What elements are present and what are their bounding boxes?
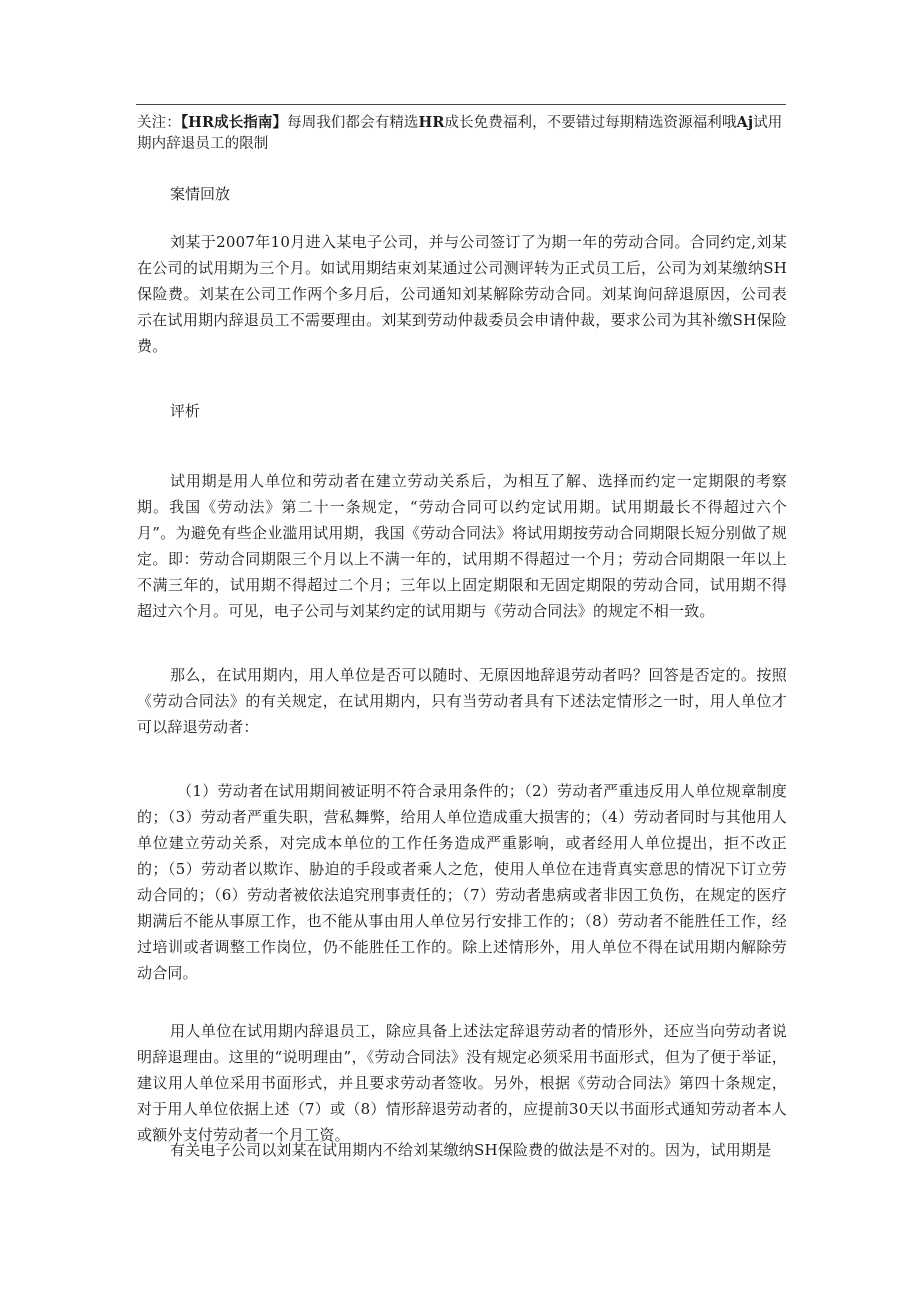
header-text-1: 每周我们都会有精选 [287, 115, 419, 131]
header-prefix: 关注： [137, 115, 181, 131]
document-title: 试用期内辞退员工的限制 [137, 115, 783, 152]
paragraph-analysis-2: 那么，在试用期内，用人单位是否可以随时、无原因地辞退劳动者吗？回答是否定的。按照《劳动合同法》的有关规定，在试用期内，只有当劳动者具有下述法定情形之一时，用人单位才可以辞退劳动者： [137, 666, 787, 736]
paragraph-case: 刘某于2007年10月进入某电子公司，并与公司签订了为期一年的劳动合同。合同约定,刘某在公司的试用期为三个月。如试用期结束刘某通过公司测评转为正式员工后，公司为刘某缴纳SH保险费。刘某在公司工作两个多月后，公司通知刘某解除劳动合同。刘某询问辞退原因，公司表示在试用期内辞退员工不需要理由。刘某到劳动仲裁委员会申请仲裁，要求公司为其补缴SH保险费。 [137, 233, 787, 355]
header-text-2: 成长免费福利，不要错过每期精选资源福利哦 [444, 115, 737, 131]
header-notice [137, 112, 787, 155]
paragraph-last: 有关电子公司以刘某在试用期内不给刘某缴纳SH保险费的做法是不对的。因为，试用期是 [170, 1141, 772, 1159]
paragraph-explanation: 用人单位在试用期内辞退员工，除应具备上述法定辞退劳动者的情形外，还应当向劳动者说明辞退理由。这里的“说明理由”，《劳动合同法》没有规定必须采用书面形式，但为了便于举证，建议用人单位采用书面形式，并且要求劳动者签收。另外，根据《劳动合同法》第四十条规定，对于用人单位依据上述（7）或（8）情形辞退劳动者的，应提前30天以书面形式通知劳动者本人或额外支付劳动者一个月工资。 [137, 1022, 787, 1144]
paragraph-analysis-1: 试用期是用人单位和劳动者在建立劳动关系后，为相互了解、选择而约定一定期限的考察期。我国《劳动法》第二十一条规定，“劳动合同可以约定试用期。试用期最长不得超过六个月”。为避免有些企业滥用试用期，我国《劳动合同法》将试用期按劳动合同期限长短分别做了规定。即：劳动合同期限三个月以上不满一年的，试用期不得超过一个月；劳动合同期限一年以上不满三年的，试用期不得超过二个月；三年以上固定期限和无固定期限的劳动合同，试用期不得超过六个月。可见，电子公司与刘某约定的试用期与《劳动合同法》的规定不相一致。 [137, 472, 787, 620]
header-rule [136, 104, 786, 105]
paragraph-conditions: （1）劳动者在试用期间被证明不符合录用条件的；（2）劳动者严重违反用人单位规章制度的；（3）劳动者严重失职，营私舞弊，给用人单位造成重大损害的；（4）劳动者同时与其他用人单位建立劳动关系，对完成本单位的工作任务造成严重影响，或者经用人单位提出，拒不改正的；（5）劳动者以欺诈、胁迫的手段或者乘人之危，使用人单位在违背真实意思的情况下订立劳动合同的；（6）劳动者被依法追究刑事责任的；（7）劳动者患病或者非因工负伤，在规定的医疗期满后不能从事原工作，也不能从事由用人单位另行安排工作的；（8）劳动者不能胜任工作，经过培训或者调整工作岗位，仍不能胜任工作的。除上述情形外，用人单位不得在试用期内解除劳动合同。 [137, 782, 787, 982]
section-title-case: 案情回放 [170, 185, 231, 203]
header-bold-guide: 【HR成长指南】 [180, 114, 288, 131]
header-bold-hr: HR [418, 114, 445, 131]
header-bold-aj: Aj [736, 114, 754, 131]
section-title-analysis: 评析 [170, 402, 201, 420]
